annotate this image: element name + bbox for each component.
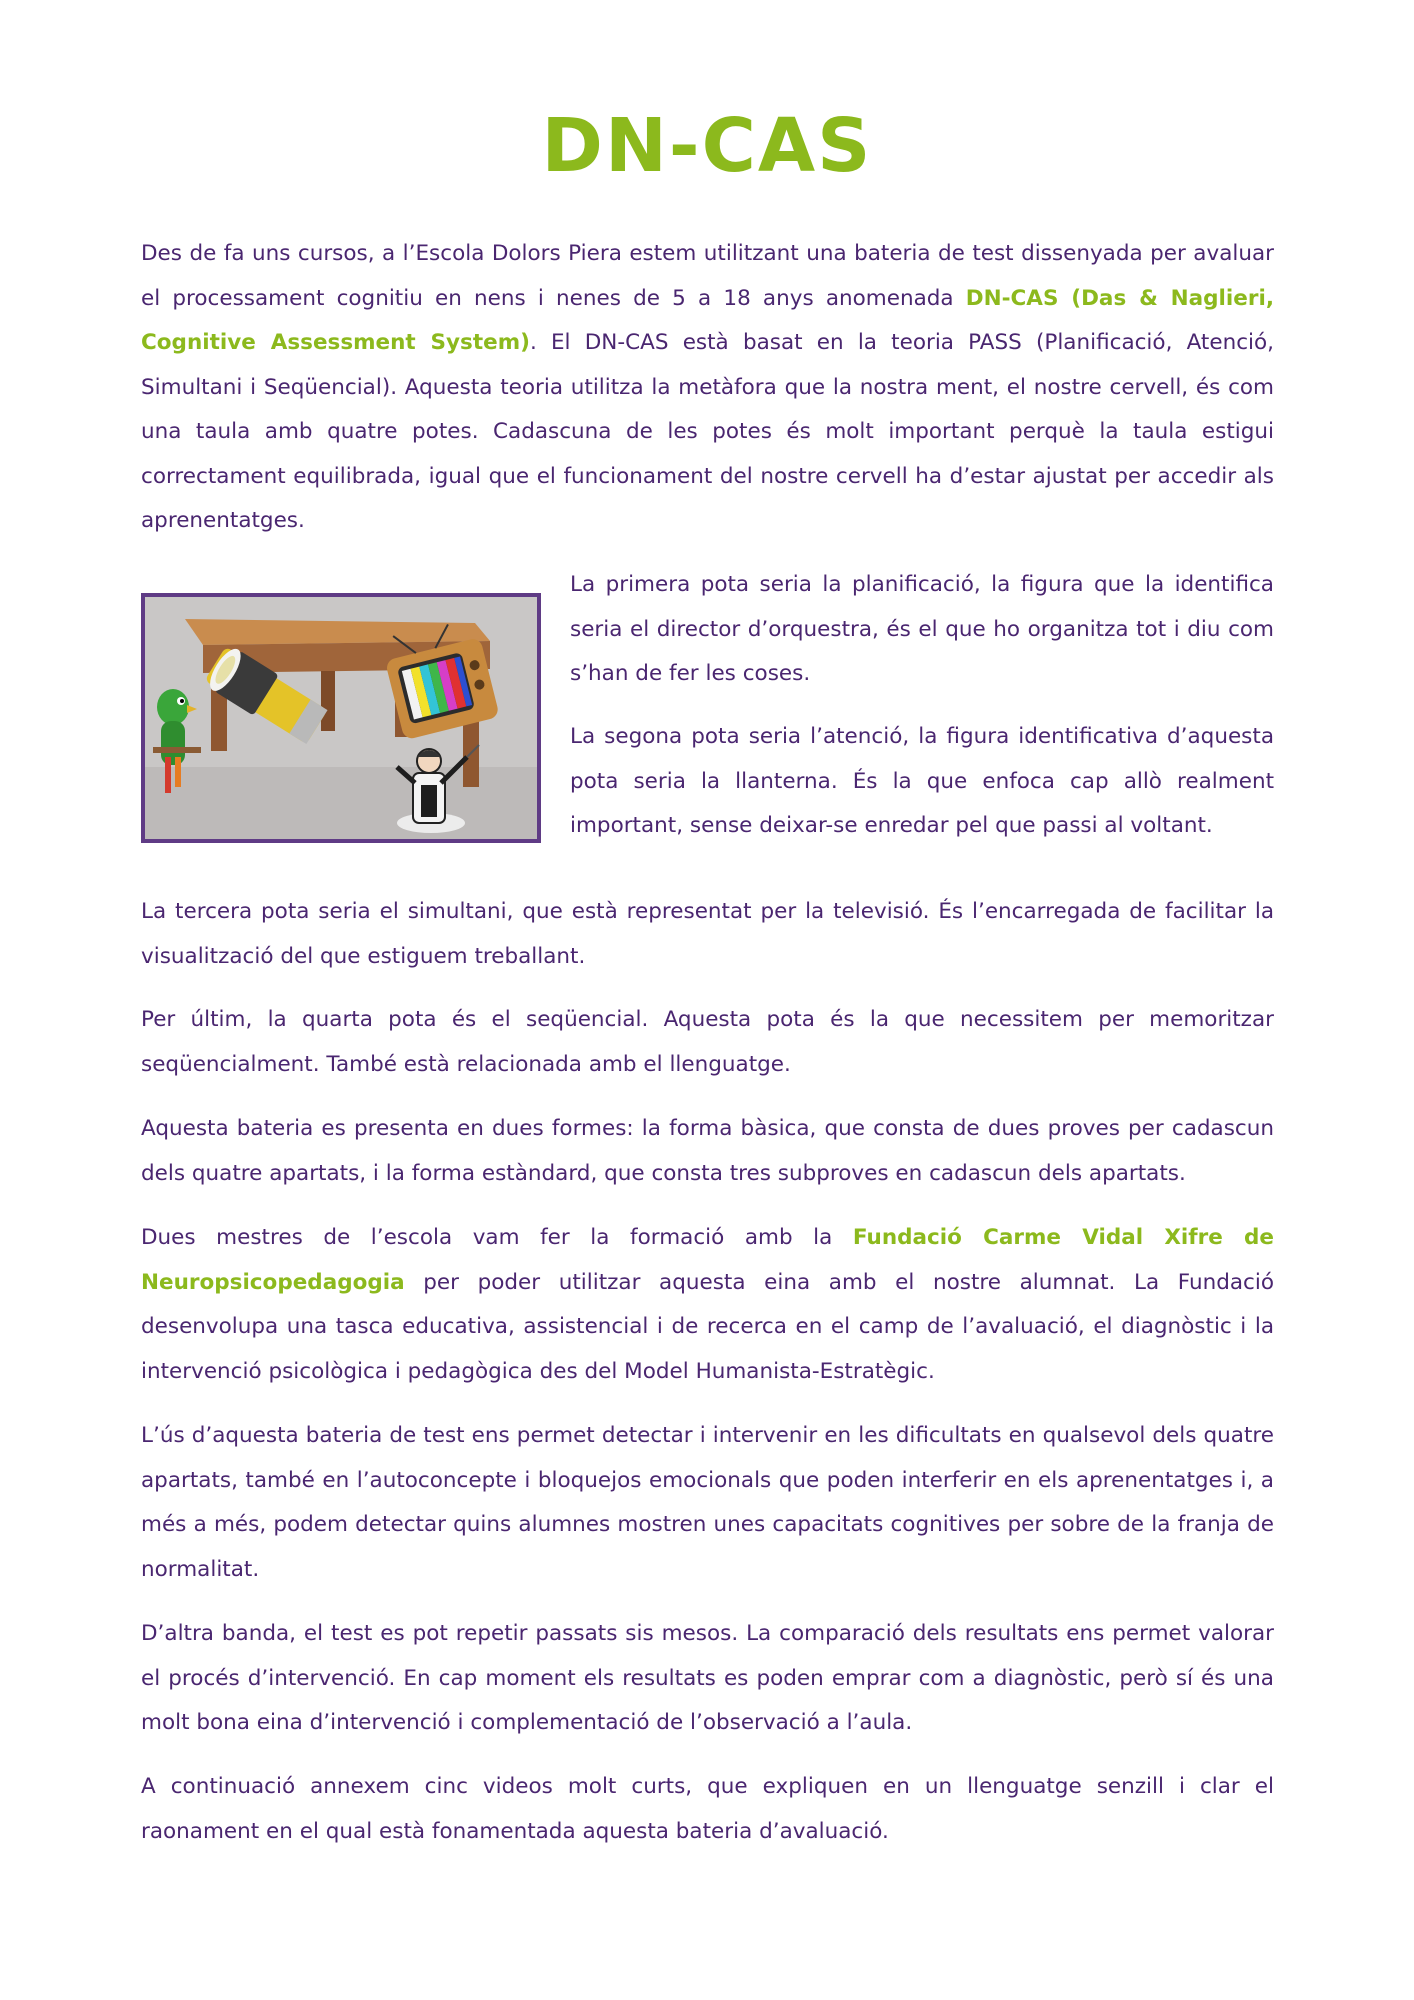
simultaneous-paragraph: La tercera pota seria el simultani, que està representat per la televisió. És l’encarregada de facilitar la visualització del que estiguem treballant. [141, 899, 1274, 969]
attention-paragraph: La segona pota seria l’atenció, la figura identificativa d’aquesta pota seria la llanterna. És la que enfoca cap allò realment important, sense deixar-se enredar pel que passi al voltant. [570, 724, 1274, 838]
intro-text-end: . El DN-CAS està basat en la teoria PASS (Planificació, Atenció, Simultani i Seqüencial). Aquesta teoria utilitza la metàfora que la nostra ment, el nostre cervell, és com una taula amb quatre potes. Cadascuna de les potes és molt important perquè la taula estigui correctament equilibrada, igual que el funcionament del nostre cervell ha d’estar ajustat per accedir als aprenentatges. [141, 330, 1274, 533]
foundation-text-end: per poder utilitzar aquesta eina amb el nostre alumnat. La Fundació desenvolupa una tasca educativa, assistencial i de recerca en el camp de l’avaluació, el diagnòstic i la intervenció psicològica i pedagògica des del Model Humanista-Estratègic. [141, 1269, 1274, 1384]
forms-paragraph: Aquesta bateria es presenta en dues formes: la forma bàsica, que consta de dues proves per cadascun dels quatre apartats, i la forma estàndard, que consta tres subproves en cadascun dels apartats. [141, 1116, 1274, 1186]
foundation-highlight: Fundació Carme Vidal Xifre de Neuropsicopedagogia [141, 1225, 1274, 1295]
planning-paragraph: La primera pota seria la planificació, la figura que la identifica seria el director d’orquestra, és el que ho organitza tot i diu com s’han de fer les coses. [570, 572, 1274, 686]
intro-text-start: Des de fa uns cursos, a l’Escola Dolors Piera estem utilitzant una bateria de test dissenyada per avaluar el processament cognitiu en nens i nenes de 5 a 18 anys anomenada [141, 241, 1274, 311]
foundation-paragraph [141, 1216, 1274, 1394]
uses-paragraph: L’ús d’aquesta bateria de test ens permet detectar i intervenir en les dificultats en qualsevol dels quatre apartats, també en l’autoconcepte i bloquejos emocionals que poden interferir en els aprenentatges i, a més a més, podem detectar quins alumnes mostren unes capacitats cognitives per sobre de la franja de normalitat. [141, 1423, 1274, 1582]
foundation-text-start: Dues mestres de l’escola vam fer la formació amb la [141, 1225, 853, 1250]
table-metaphor-image [141, 593, 541, 843]
videos-paragraph: A continuació annexem cinc videos molt curts, que expliquen en un llenguatge senzill i clar el raonament en el qual està fonamentada aquesta bateria d’avaluació. [141, 1774, 1274, 1844]
page-title: DN-CAS [541, 103, 873, 189]
table-leg [321, 671, 335, 731]
repeat-paragraph: D’altra banda, el test es pot repetir passats sis mesos. La comparació dels resultats ens permet valorar el procés d’intervenció. En cap moment els resultats es poden emprar com a diagnòstic, però sí és una molt bona eina d’intervenció i complementació de l’observació a l’aula. [141, 1621, 1274, 1735]
dncas-highlight: DN-CAS (Das & Naglieri, Cognitive Assessment System) [141, 285, 1274, 355]
sequential-paragraph: Per últim, la quarta pota és el seqüencial. Aquesta pota és la que necessitem per memoritzar seqüencialment. També està relacionada amb el llenguatge. [141, 1007, 1274, 1077]
table-illustration [145, 597, 537, 839]
intro-paragraph [141, 232, 1274, 544]
